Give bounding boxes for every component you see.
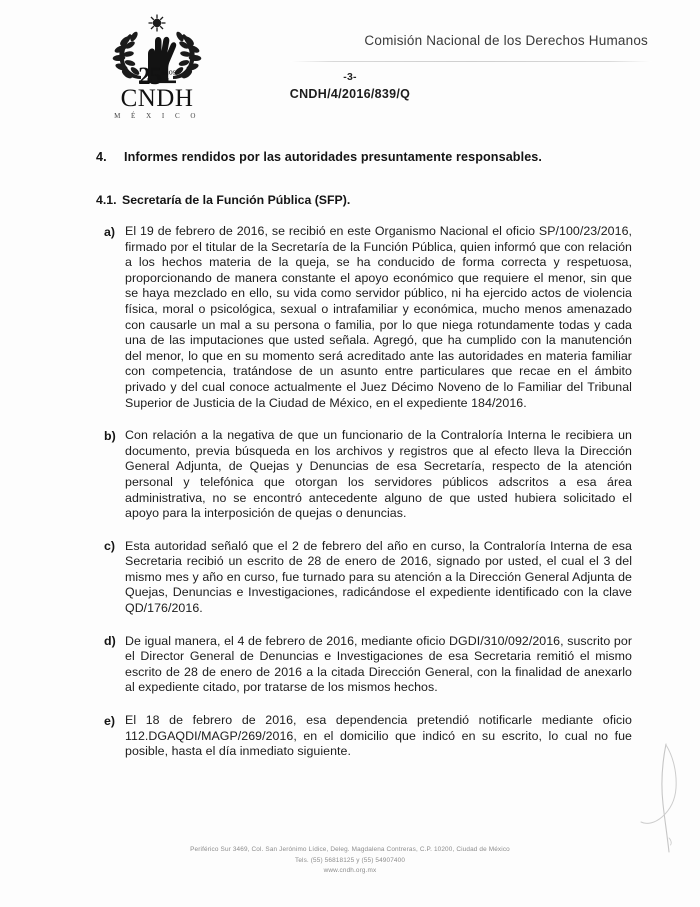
logo-acronym: CNDH — [120, 85, 194, 112]
paragraph-marker: e) — [104, 713, 116, 728]
organization-title: Comisión Nacional de los Derechos Humanos — [364, 33, 648, 48]
page-number: -3- — [343, 71, 357, 83]
section-number: 4. — [96, 150, 107, 164]
logo-anniversary: $25^{años}$ — [138, 63, 176, 90]
sun-icon — [149, 15, 166, 32]
document-meta — [230, 70, 470, 103]
footer-website: www.cndh.org.mx — [323, 867, 377, 875]
subsection-heading-4-1 — [96, 193, 616, 207]
paragraph-text: Esta autoridad señaló que el 2 de febrero del año en curso, la Contraloría Interna de esa Secretaria recibió un escrito de 28 de enero de 2016, signado por usted, el cual el 3 del mismo mes y año en curso, fue turnado para su atención a la Dirección General Adjunta de Quejas, Denuncias e Investigaciones, radicándose el expediente identificado con la clave QD/176/2016. — [125, 538, 632, 616]
header-divider — [290, 61, 652, 62]
paragraph-text: Con relación a la negativa de que un funcionario de la Contraloría Interna le recibiera un documento, previa búsqueda en los archivos y registros que al efecto lleva la Dirección General Adjunta, de Quejas y Denuncias de esa Secretaría, respecto de la atención personal y telefónica que otorgan los servidores públicos adscritos a esa área administrativa, no se encontró antecedente alguno de que usted hubiera solicitado el apoyo para la interposición de quejas o denuncias. — [125, 428, 632, 521]
document-footer — [0, 845, 700, 877]
paragraph-text: El 19 de febrero de 2016, se recibió en este Organismo Nacional el oficio SP/100/23/2016, firmado por el titular de la Secretaría de la Función Pública, quien informó que con relación a los hechos materia de la queja, se ha conducido de forma correcta y respetuosa, proporcionando de manera constante el apoyo económico que requiere el menor, sin que se haya mezclado en ello, su vida como servidor público, ni ha ejercido actos de violencia física, moral o psicológica, sexual o intrafamiliar y económica, mucho menos amenazado con causarle un mal a su persona o familia, por lo que niega rotundamente todas y cada una de las imputaciones que usted señala. Agregó, que ha cumplido con la manutención del menor, lo que en su momento será acreditado ante las autoridades en materia familiar con competencia, tratándose de un asunto entre particulares que recae en el ámbito privado y del cual conoce actualmente el Juez Décimo Noveno de lo Familiar del Tribunal Superior de Justicia de la Ciudad de México, en el expediente 184/2016. — [125, 224, 632, 410]
logo-country: M É X I C O — [114, 112, 200, 120]
file-number: CNDH/4/2016/839/Q — [289, 87, 411, 102]
subsection-title: Secretaría de la Función Pública (SFP). — [122, 193, 351, 207]
cndh-logo — [103, 14, 211, 128]
paragraph-b — [104, 428, 632, 522]
section-title: Informes rendidos por las autoridades presuntamente responsables. — [124, 150, 543, 164]
footer-phones: Tels. (55) 56818125 y (55) 54907400 — [294, 856, 406, 864]
paragraph-marker: a) — [104, 224, 116, 239]
paragraph-marker: d) — [104, 634, 116, 649]
logo-anniversary-word: años — [161, 67, 176, 77]
subsection-number: 4.1. — [96, 193, 117, 207]
paragraph-marker: b) — [104, 428, 116, 443]
paragraph-text: De igual manera, el 4 de febrero de 2016, mediante oficio DGDI/310/092/2016, suscrito por el Director General de Denuncias e Investigaciones de esa Secretaria remitió el mismo escrito de 28 de enero de 2016 a la citada Dirección General, con la finalidad de anexarlo al expediente citado, por tratarse de los mismos hechos. — [125, 633, 632, 695]
footer-address: Periférico Sur 3469, Col. San Jerónimo Lídice, Deleg. Magdalena Contreras, C.P. 10200, Ciudad de México — [190, 846, 510, 853]
paragraph-e — [104, 713, 632, 760]
paragraph-a — [104, 224, 632, 411]
paragraph-c — [104, 539, 632, 617]
section-heading-4 — [96, 150, 616, 164]
document-header — [0, 0, 700, 140]
document-body — [0, 150, 700, 760]
paragraph-text: El 18 de febrero de 2016, esa dependencia pretendió notificarle mediante oficio 112.DGAQDI/MAGP/269/2016, en el domicilio que indicó en su escrito, lo cual no fue posible, hasta el día inmediato siguiente. — [125, 713, 632, 759]
handwritten-signature — [632, 742, 692, 857]
paragraph-marker: c) — [104, 539, 116, 554]
paragraph-d — [104, 634, 632, 696]
